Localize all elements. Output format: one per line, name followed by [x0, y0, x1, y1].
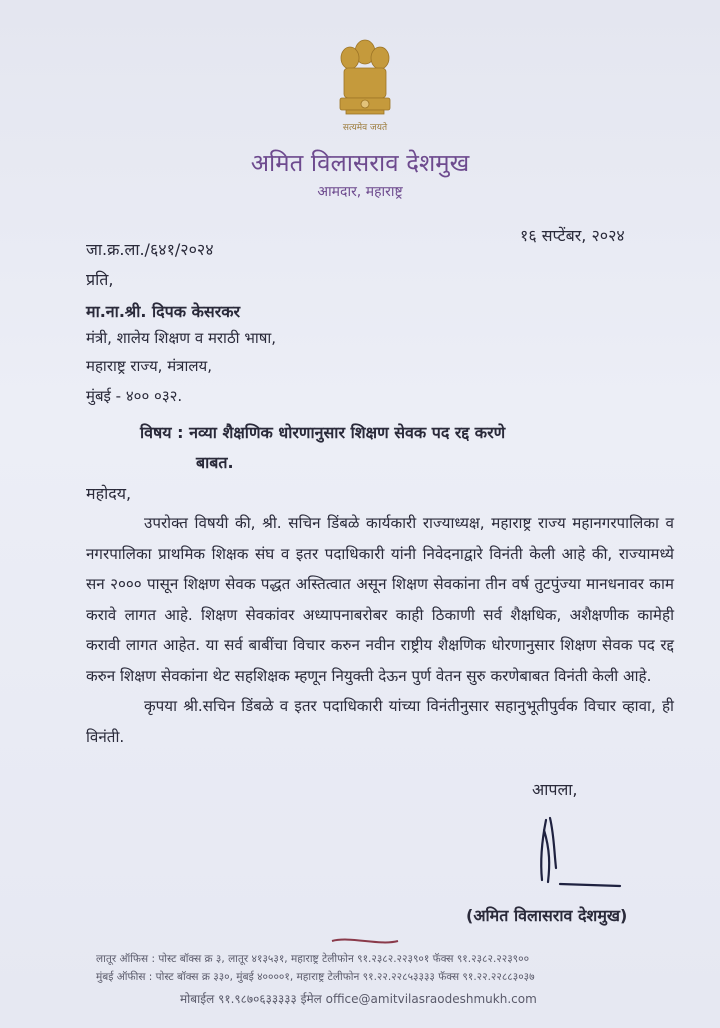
letter-body	[86, 508, 674, 752]
subject-line-1: विषय : नव्या शैक्षणिक धोरणानुसार शिक्षण सेवक पद रद्द करणे	[140, 423, 506, 442]
sender-title: आमदार, महाराष्ट्र	[317, 184, 403, 200]
sender-name: अमित विलासराव देशमुख	[250, 149, 470, 177]
recipient-line-3: मुंबई - ४०० ०३२.	[86, 387, 183, 405]
closing: आपला,	[532, 780, 578, 799]
recipient-line-1: मंत्री, शालेय शिक्षण व मराठी भाषा,	[86, 329, 277, 347]
signature-mark	[520, 810, 630, 900]
subject-line-2: बाबत.	[196, 453, 234, 472]
salutation: महोदय,	[86, 484, 132, 503]
footer-latur-office: लातूर ऑफिस : पोस्ट बॉक्स क्र ३, लातूर ४१३५३१, महाराष्ट्र टेलीफोन ९१.२३८२.२२३९०१ फॅक्स ९१.२३८२.२२३९००	[96, 953, 530, 965]
recipient-line-2: महाराष्ट्र राज्य, मंत्रालय,	[86, 357, 212, 375]
signature-name: (अमित विलासराव देशमुख)	[466, 906, 628, 925]
footer-mumbai-office: मुंबई ऑफीस : पोस्ट बॉक्स क्र ३३०, मुंबई ४००००१, महाराष्ट्र टेलीफोन ९१.२२.२२८५३३३३ फॅक्स ९१.२२.२२८८३०३७	[96, 971, 535, 983]
emblem-motto: सत्यमेव जयते	[342, 123, 388, 133]
reference-number: जा.क्र.ला./६४१/२०२४	[86, 240, 214, 259]
to-label: प्रति,	[86, 270, 114, 289]
paragraph-1: उपरोक्त विषयी की, श्री. सचिन डिंबळे कार्यकारी राज्याध्यक्ष, महाराष्ट्र राज्य महानगरपालिका व नगरपालिका प्राथमिक शिक्षक संघ व इतर पदाधिकारी यांनी निवेदनाद्वारे विनंती केली आहे की, राज्यामध्ये सन २००० पासून शिक्षण सेवक पद्धत अस्तित्वात असून शिक्षण सेवकांना तीन वर्ष तुटपुंज्या मानधनावर काम करावे लागत आहे. शिक्षण सेवकांवर अध्यापनाबरोबर काही ठिकाणी सर्व शैक्षधिक, अशैक्षणीक कामेही करावी लागत आहेत. या सर्व बाबींचा विचार करुन नवीन राष्ट्रीय शैक्षणिक धोरणानुसार शिक्षण सेवक पद रद्द करुन शिक्षण सेवकांना थेट सहशिक्षक म्हणून नियुक्ती देऊन पुर्ण वेतन सुरु करणेबाबत विनंती केली आहे.	[86, 514, 674, 685]
footer-contact: मोबाईल ९१.९८७०६३३३३३ ईमेल office@amitvilasraodeshmukh.com	[180, 992, 537, 1006]
letter-date: १६ सप्टेंबर, २०२४	[520, 226, 625, 245]
paragraph-2: कृपया श्री.सचिन डिंबळे व इतर पदाधिकारी यांच्या विनंतीनुसार सहानुभूतीपुर्वक विचार व्हावा, ही विनंती.	[86, 697, 674, 746]
subject	[140, 418, 660, 478]
footer-divider	[330, 936, 400, 946]
recipient-name: मा.ना.श्री. दिपक केसरकर	[86, 302, 241, 321]
